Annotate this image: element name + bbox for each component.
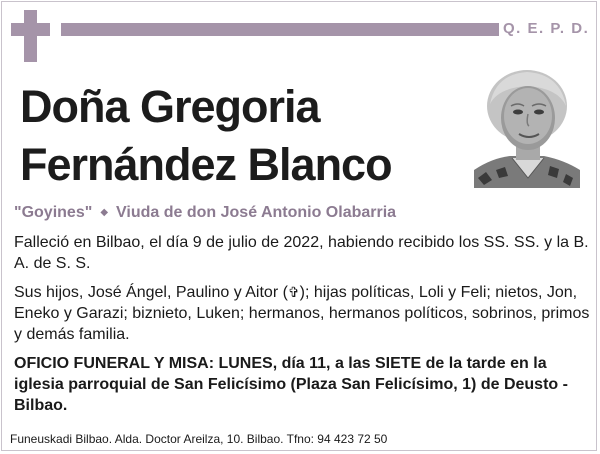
name-line-1: Doña Gregoria <box>20 81 320 132</box>
qepd-label: Q. E. P. D. <box>503 20 590 37</box>
footer-funeral-home: Funeuskadi Bilbao. Alda. Doctor Areilza, 10. Bilbao. Tfno: 94 423 72 50 <box>10 432 388 446</box>
subtitle-line <box>14 204 396 222</box>
family-text-start: Sus hijos, José Ángel, Paulino y Aitor ( <box>14 284 288 301</box>
header-bar <box>61 23 499 36</box>
funeral-paragraph: OFICIO FUNERAL Y MISA: LUNES, día 11, a las SIETE de la tarde en la iglesia parroquial de San Felicísimo (Plaza San Felicísimo, 1) de Deusto - Bilbao. <box>14 355 568 414</box>
widow-of: Viuda de don José Antonio Olabarria <box>116 204 397 221</box>
diamond-separator-icon: ◆ <box>100 207 109 218</box>
death-notice-paragraph: Falleció en Bilbao, el día 9 de julio de 2022, habiendo recibido los SS. SS. y la B. A. de S. S. <box>14 234 589 272</box>
name-line-2: Fernández Blanco <box>20 139 392 190</box>
deceased-cross-icon: ✞ <box>287 284 300 300</box>
family-text-end: ); hijas políticas, Loli y Feli; nietos, Jon, Eneko y Garazi; biznieto, Luken; hermanos, hermanos políticos, sobrinos, primos y demás familia. <box>14 284 590 343</box>
nickname: "Goyines" <box>14 204 93 221</box>
family-paragraph <box>14 282 590 345</box>
deceased-name <box>20 78 392 194</box>
portrait-photo <box>474 66 580 188</box>
